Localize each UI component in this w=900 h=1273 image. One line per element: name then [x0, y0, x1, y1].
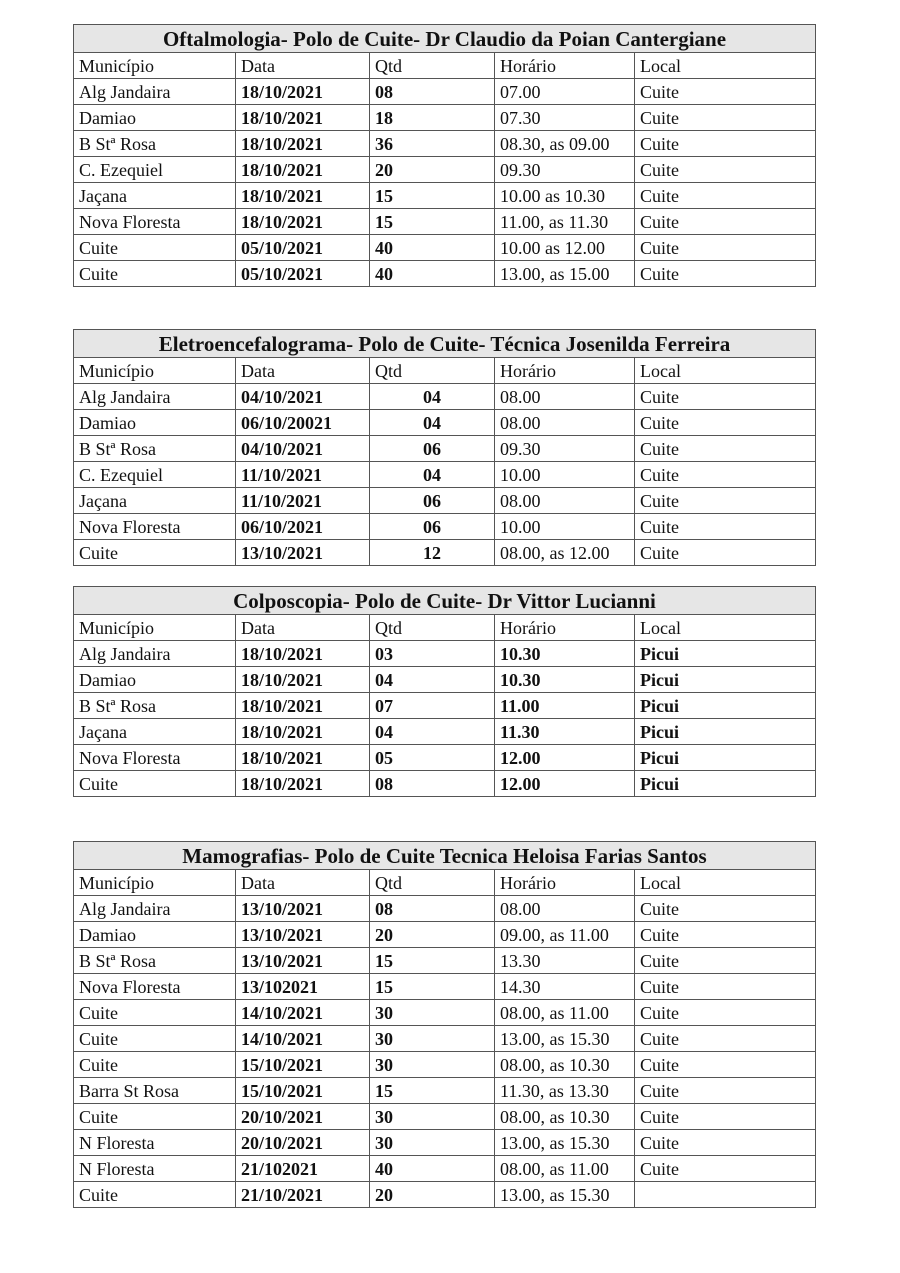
horario-cell: 08.00, as 11.00 — [495, 1000, 635, 1026]
colposcopia-table — [73, 586, 816, 797]
table-title: Mamografias- Polo de Cuite Tecnica Heloisa Farias Santos — [74, 842, 816, 870]
data-cell: 05/10/2021 — [236, 235, 370, 261]
qtd-cell: 15 — [370, 948, 495, 974]
col-header: Município — [74, 358, 236, 384]
horario-cell: 10.00 as 12.00 — [495, 235, 635, 261]
qtd-cell: 40 — [370, 261, 495, 287]
local-cell: Cuite — [635, 1026, 816, 1052]
local-cell: Cuite — [635, 896, 816, 922]
col-header: Local — [635, 615, 816, 641]
col-header: Horário — [495, 358, 635, 384]
municipio-cell: Barra St Rosa — [74, 1078, 236, 1104]
local-cell: Cuite — [635, 105, 816, 131]
header-row — [74, 358, 816, 384]
table-row — [74, 667, 816, 693]
municipio-cell: Damiao — [74, 410, 236, 436]
horario-cell: 10.00 — [495, 462, 635, 488]
municipio-cell: Cuite — [74, 1026, 236, 1052]
table-row — [74, 209, 816, 235]
col-header: Município — [74, 870, 236, 896]
municipio-cell: Cuite — [74, 1052, 236, 1078]
table-row — [74, 1156, 816, 1182]
municipio-cell: Nova Floresta — [74, 514, 236, 540]
local-cell: Cuite — [635, 540, 816, 566]
municipio-cell: Damiao — [74, 105, 236, 131]
qtd-cell: 04 — [370, 667, 495, 693]
municipio-cell: Damiao — [74, 667, 236, 693]
data-cell: 18/10/2021 — [236, 745, 370, 771]
data-cell: 18/10/2021 — [236, 693, 370, 719]
local-cell: Cuite — [635, 157, 816, 183]
data-cell: 21/10/2021 — [236, 1182, 370, 1208]
municipio-cell: Cuite — [74, 771, 236, 797]
table-row — [74, 641, 816, 667]
table-row — [74, 235, 816, 261]
col-header: Horário — [495, 870, 635, 896]
data-cell: 18/10/2021 — [236, 719, 370, 745]
qtd-cell: 08 — [370, 771, 495, 797]
qtd-cell: 40 — [370, 1156, 495, 1182]
data-cell: 18/10/2021 — [236, 209, 370, 235]
local-cell: Cuite — [635, 922, 816, 948]
table-row — [74, 1130, 816, 1156]
qtd-cell: 03 — [370, 641, 495, 667]
col-header: Data — [236, 358, 370, 384]
table-title: Oftalmologia- Polo de Cuite- Dr Claudio da Poian Cantergiane — [74, 25, 816, 53]
municipio-cell: Nova Floresta — [74, 974, 236, 1000]
local-cell: Picui — [635, 693, 816, 719]
horario-cell: 13.00, as 15.30 — [495, 1182, 635, 1208]
horario-cell: 07.30 — [495, 105, 635, 131]
horario-cell: 10.30 — [495, 641, 635, 667]
horario-cell: 08.00 — [495, 384, 635, 410]
col-header: Qtd — [370, 53, 495, 79]
horario-cell: 09.30 — [495, 157, 635, 183]
table-row — [74, 974, 816, 1000]
horario-cell: 13.30 — [495, 948, 635, 974]
municipio-cell: Alg Jandaira — [74, 896, 236, 922]
table-row — [74, 183, 816, 209]
local-cell: Picui — [635, 719, 816, 745]
horario-cell: 08.00 — [495, 488, 635, 514]
horario-cell: 08.00, as 10.30 — [495, 1104, 635, 1130]
data-cell: 11/10/2021 — [236, 462, 370, 488]
horario-cell: 07.00 — [495, 79, 635, 105]
table-row — [74, 514, 816, 540]
horario-cell: 10.00 — [495, 514, 635, 540]
local-cell: Cuite — [635, 436, 816, 462]
table-row — [74, 462, 816, 488]
municipio-cell: C. Ezequiel — [74, 462, 236, 488]
local-cell — [635, 1182, 816, 1208]
data-cell: 05/10/2021 — [236, 261, 370, 287]
horario-cell: 13.00, as 15.30 — [495, 1130, 635, 1156]
qtd-cell: 04 — [370, 384, 495, 410]
table-row — [74, 771, 816, 797]
local-cell: Cuite — [635, 1052, 816, 1078]
table-row — [74, 922, 816, 948]
local-cell: Cuite — [635, 1156, 816, 1182]
table-row — [74, 719, 816, 745]
horario-cell: 08.00, as 10.30 — [495, 1052, 635, 1078]
qtd-cell: 15 — [370, 1078, 495, 1104]
horario-cell: 11.30, as 13.30 — [495, 1078, 635, 1104]
data-cell: 18/10/2021 — [236, 157, 370, 183]
col-header: Município — [74, 53, 236, 79]
municipio-cell: Alg Jandaira — [74, 384, 236, 410]
qtd-cell: 20 — [370, 157, 495, 183]
municipio-cell: Jaçana — [74, 488, 236, 514]
municipio-cell: N Floresta — [74, 1156, 236, 1182]
mamografias-table — [73, 841, 816, 1208]
horario-cell: 12.00 — [495, 771, 635, 797]
data-cell: 13/10/2021 — [236, 896, 370, 922]
horario-cell: 11.00 — [495, 693, 635, 719]
data-cell: 15/10/2021 — [236, 1052, 370, 1078]
municipio-cell: Cuite — [74, 1104, 236, 1130]
qtd-cell: 40 — [370, 235, 495, 261]
table-row — [74, 105, 816, 131]
local-cell: Cuite — [635, 384, 816, 410]
qtd-cell: 06 — [370, 488, 495, 514]
local-cell: Cuite — [635, 514, 816, 540]
table-row — [74, 1078, 816, 1104]
local-cell: Cuite — [635, 1104, 816, 1130]
col-header: Qtd — [370, 358, 495, 384]
qtd-cell: 20 — [370, 1182, 495, 1208]
qtd-cell: 06 — [370, 514, 495, 540]
local-cell: Cuite — [635, 410, 816, 436]
data-cell: 13/10/2021 — [236, 948, 370, 974]
data-cell: 21/102021 — [236, 1156, 370, 1182]
col-header: Local — [635, 358, 816, 384]
local-cell: Cuite — [635, 79, 816, 105]
local-cell: Cuite — [635, 183, 816, 209]
municipio-cell: N Floresta — [74, 1130, 236, 1156]
col-header: Local — [635, 53, 816, 79]
qtd-cell: 07 — [370, 693, 495, 719]
data-cell: 18/10/2021 — [236, 667, 370, 693]
horario-cell: 09.00, as 11.00 — [495, 922, 635, 948]
horario-cell: 11.30 — [495, 719, 635, 745]
data-cell: 18/10/2021 — [236, 105, 370, 131]
qtd-cell: 30 — [370, 1052, 495, 1078]
municipio-cell: Cuite — [74, 540, 236, 566]
municipio-cell: B Stª Rosa — [74, 436, 236, 462]
horario-cell: 14.30 — [495, 974, 635, 1000]
table-row — [74, 1104, 816, 1130]
qtd-cell: 30 — [370, 1026, 495, 1052]
qtd-cell: 36 — [370, 131, 495, 157]
municipio-cell: Nova Floresta — [74, 209, 236, 235]
horario-cell: 08.30, as 09.00 — [495, 131, 635, 157]
municipio-cell: C. Ezequiel — [74, 157, 236, 183]
horario-cell: 09.30 — [495, 436, 635, 462]
col-header: Data — [236, 53, 370, 79]
data-cell: 04/10/2021 — [236, 436, 370, 462]
municipio-cell: Alg Jandaira — [74, 641, 236, 667]
local-cell: Cuite — [635, 1130, 816, 1156]
data-cell: 11/10/2021 — [236, 488, 370, 514]
qtd-cell: 12 — [370, 540, 495, 566]
qtd-cell: 04 — [370, 462, 495, 488]
table-row — [74, 131, 816, 157]
table-row — [74, 410, 816, 436]
data-cell: 13/10/2021 — [236, 540, 370, 566]
table-row — [74, 384, 816, 410]
col-header: Qtd — [370, 615, 495, 641]
municipio-cell: B Stª Rosa — [74, 131, 236, 157]
municipio-cell: Cuite — [74, 261, 236, 287]
data-cell: 18/10/2021 — [236, 79, 370, 105]
qtd-cell: 05 — [370, 745, 495, 771]
horario-cell: 08.00 — [495, 410, 635, 436]
local-cell: Cuite — [635, 235, 816, 261]
table-row — [74, 261, 816, 287]
municipio-cell: Cuite — [74, 1000, 236, 1026]
data-cell: 06/10/2021 — [236, 514, 370, 540]
horario-cell: 08.00, as 11.00 — [495, 1156, 635, 1182]
qtd-cell: 18 — [370, 105, 495, 131]
table-row — [74, 488, 816, 514]
oftalmologia-table — [73, 24, 816, 287]
local-cell: Picui — [635, 641, 816, 667]
qtd-cell: 08 — [370, 79, 495, 105]
qtd-cell: 30 — [370, 1130, 495, 1156]
col-header: Qtd — [370, 870, 495, 896]
col-header: Horário — [495, 53, 635, 79]
local-cell: Picui — [635, 667, 816, 693]
municipio-cell: Nova Floresta — [74, 745, 236, 771]
col-header: Município — [74, 615, 236, 641]
local-cell: Cuite — [635, 131, 816, 157]
municipio-cell: Damiao — [74, 922, 236, 948]
header-row — [74, 615, 816, 641]
local-cell: Cuite — [635, 488, 816, 514]
data-cell: 18/10/2021 — [236, 641, 370, 667]
qtd-cell: 04 — [370, 410, 495, 436]
data-cell: 18/10/2021 — [236, 771, 370, 797]
table-row — [74, 1052, 816, 1078]
table-title: Colposcopia- Polo de Cuite- Dr Vittor Lucianni — [74, 587, 816, 615]
local-cell: Picui — [635, 771, 816, 797]
data-cell: 15/10/2021 — [236, 1078, 370, 1104]
data-cell: 04/10/2021 — [236, 384, 370, 410]
horario-cell: 11.00, as 11.30 — [495, 209, 635, 235]
table-row — [74, 1182, 816, 1208]
local-cell: Cuite — [635, 462, 816, 488]
data-cell: 20/10/2021 — [236, 1104, 370, 1130]
col-header: Data — [236, 870, 370, 896]
qtd-cell: 15 — [370, 183, 495, 209]
header-row — [74, 53, 816, 79]
municipio-cell: Jaçana — [74, 719, 236, 745]
table-row — [74, 745, 816, 771]
municipio-cell: Alg Jandaira — [74, 79, 236, 105]
data-cell: 13/102021 — [236, 974, 370, 1000]
local-cell: Picui — [635, 745, 816, 771]
municipio-cell: B Stª Rosa — [74, 948, 236, 974]
table-row — [74, 436, 816, 462]
horario-cell: 13.00, as 15.00 — [495, 261, 635, 287]
header-row — [74, 870, 816, 896]
data-cell: 13/10/2021 — [236, 922, 370, 948]
table-row — [74, 693, 816, 719]
table-row — [74, 948, 816, 974]
municipio-cell: B Stª Rosa — [74, 693, 236, 719]
local-cell: Cuite — [635, 209, 816, 235]
qtd-cell: 15 — [370, 974, 495, 1000]
horario-cell: 12.00 — [495, 745, 635, 771]
qtd-cell: 08 — [370, 896, 495, 922]
data-cell: 18/10/2021 — [236, 131, 370, 157]
local-cell: Cuite — [635, 1078, 816, 1104]
data-cell: 18/10/2021 — [236, 183, 370, 209]
horario-cell: 13.00, as 15.30 — [495, 1026, 635, 1052]
horario-cell: 08.00, as 12.00 — [495, 540, 635, 566]
table-row — [74, 1026, 816, 1052]
qtd-cell: 06 — [370, 436, 495, 462]
municipio-cell: Cuite — [74, 1182, 236, 1208]
table-row — [74, 157, 816, 183]
col-header: Data — [236, 615, 370, 641]
qtd-cell: 30 — [370, 1104, 495, 1130]
table-row — [74, 79, 816, 105]
local-cell: Cuite — [635, 948, 816, 974]
data-cell: 14/10/2021 — [236, 1026, 370, 1052]
col-header: Local — [635, 870, 816, 896]
horario-cell: 10.00 as 10.30 — [495, 183, 635, 209]
qtd-cell: 04 — [370, 719, 495, 745]
local-cell: Cuite — [635, 1000, 816, 1026]
municipio-cell: Jaçana — [74, 183, 236, 209]
data-cell: 14/10/2021 — [236, 1000, 370, 1026]
qtd-cell: 15 — [370, 209, 495, 235]
local-cell: Cuite — [635, 974, 816, 1000]
col-header: Horário — [495, 615, 635, 641]
qtd-cell: 30 — [370, 1000, 495, 1026]
table-row — [74, 896, 816, 922]
horario-cell: 10.30 — [495, 667, 635, 693]
data-cell: 06/10/20021 — [236, 410, 370, 436]
data-cell: 20/10/2021 — [236, 1130, 370, 1156]
table-title: Eletroencefalograma- Polo de Cuite- Técnica Josenilda Ferreira — [74, 330, 816, 358]
horario-cell: 08.00 — [495, 896, 635, 922]
local-cell: Cuite — [635, 261, 816, 287]
municipio-cell: Cuite — [74, 235, 236, 261]
table-row — [74, 1000, 816, 1026]
qtd-cell: 20 — [370, 922, 495, 948]
eletroencefalograma-table — [73, 329, 816, 566]
table-row — [74, 540, 816, 566]
